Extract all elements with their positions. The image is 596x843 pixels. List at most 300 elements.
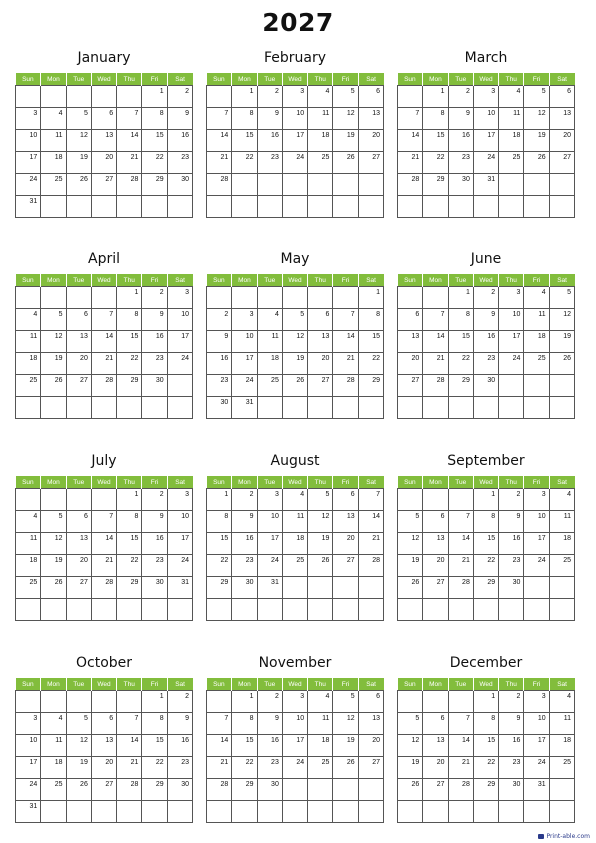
day-cell: 12: [66, 130, 91, 152]
day-cell: 15: [232, 130, 257, 152]
day-cell: 13: [66, 533, 91, 555]
day-cell: 1: [232, 86, 257, 108]
day-cell: [66, 691, 91, 713]
weekday-header: Tue: [448, 476, 473, 489]
day-cell: 6: [333, 489, 358, 511]
day-cell: 26: [524, 152, 549, 174]
day-cell: 16: [167, 735, 192, 757]
day-cell: 10: [473, 108, 498, 130]
day-cell: [232, 599, 257, 621]
day-cell: 25: [16, 577, 41, 599]
day-cell: [358, 599, 383, 621]
day-cell: [549, 599, 574, 621]
day-cell: 29: [448, 375, 473, 397]
weekday-header: Fri: [333, 274, 358, 287]
day-cell: 9: [257, 108, 282, 130]
day-cell: [524, 196, 549, 218]
month-name: February: [263, 50, 327, 66]
day-cell: 14: [448, 533, 473, 555]
day-cell: 19: [282, 353, 307, 375]
day-cell: [232, 287, 257, 309]
week-row: [398, 489, 575, 511]
day-cell: 15: [207, 533, 232, 555]
day-cell: [448, 196, 473, 218]
day-cell: 31: [16, 801, 41, 823]
day-cell: 14: [91, 331, 116, 353]
week-row: [398, 152, 575, 174]
weekday-header: Tue: [257, 73, 282, 86]
weekday-header: Sun: [398, 476, 423, 489]
day-cell: 16: [167, 130, 192, 152]
day-cell: 8: [117, 309, 142, 331]
day-cell: 23: [473, 353, 498, 375]
day-cell: 18: [282, 533, 307, 555]
day-cell: [358, 577, 383, 599]
weekday-header: Fri: [524, 678, 549, 691]
day-cell: 27: [398, 375, 423, 397]
day-cell: [117, 691, 142, 713]
day-cell: 18: [549, 533, 574, 555]
week-row: [16, 555, 193, 577]
day-cell: 28: [207, 779, 232, 801]
week-row: [16, 174, 193, 196]
day-cell: 15: [358, 331, 383, 353]
day-cell: 15: [473, 533, 498, 555]
weekday-header: Fri: [142, 678, 167, 691]
day-cell: 12: [282, 331, 307, 353]
day-cell: 30: [473, 375, 498, 397]
day-cell: 21: [448, 555, 473, 577]
week-row: [16, 287, 193, 309]
weekday-header: Wed: [473, 476, 498, 489]
day-cell: 4: [308, 691, 333, 713]
day-cell: [308, 196, 333, 218]
week-row: [398, 801, 575, 823]
day-cell: 10: [524, 511, 549, 533]
month-name: October: [75, 655, 133, 671]
day-cell: 13: [398, 331, 423, 353]
day-cell: 17: [16, 757, 41, 779]
day-cell: 1: [448, 287, 473, 309]
weekday-header: Sun: [207, 274, 232, 287]
day-cell: [257, 287, 282, 309]
weekday-header: Tue: [66, 73, 91, 86]
month-table: [397, 476, 575, 621]
day-cell: 8: [232, 108, 257, 130]
day-cell: 3: [16, 108, 41, 130]
day-cell: 6: [66, 309, 91, 331]
day-cell: [257, 599, 282, 621]
weekday-header: Fri: [524, 274, 549, 287]
day-cell: [167, 196, 192, 218]
day-cell: 6: [358, 691, 383, 713]
weekday-header: Tue: [257, 274, 282, 287]
week-row: [398, 397, 575, 419]
day-cell: [499, 174, 524, 196]
week-row: [207, 375, 384, 397]
day-cell: [257, 174, 282, 196]
day-cell: [358, 801, 383, 823]
week-row: [16, 577, 193, 599]
day-cell: 4: [499, 86, 524, 108]
day-cell: 22: [473, 555, 498, 577]
day-cell: 9: [207, 331, 232, 353]
day-cell: 17: [524, 735, 549, 757]
week-row: [207, 555, 384, 577]
day-cell: 15: [473, 735, 498, 757]
day-cell: [499, 801, 524, 823]
day-cell: 5: [41, 309, 66, 331]
week-row: [207, 691, 384, 713]
week-row: [16, 353, 193, 375]
day-cell: 6: [91, 713, 116, 735]
day-cell: [308, 174, 333, 196]
day-cell: 23: [499, 757, 524, 779]
month-name: November: [258, 655, 332, 671]
day-cell: [142, 196, 167, 218]
month-table: [397, 274, 575, 419]
day-cell: 23: [142, 555, 167, 577]
day-cell: 14: [423, 331, 448, 353]
day-cell: 7: [448, 511, 473, 533]
week-row: [16, 152, 193, 174]
weekday-header: Sun: [398, 73, 423, 86]
day-cell: 27: [423, 577, 448, 599]
day-cell: 5: [66, 713, 91, 735]
day-cell: 5: [66, 108, 91, 130]
day-cell: 24: [232, 375, 257, 397]
day-cell: [499, 599, 524, 621]
week-row: [398, 309, 575, 331]
day-cell: [423, 397, 448, 419]
day-cell: 7: [207, 713, 232, 735]
day-cell: 6: [91, 108, 116, 130]
day-cell: 3: [524, 489, 549, 511]
day-cell: [333, 287, 358, 309]
weekday-header: Mon: [232, 274, 257, 287]
month-name: September: [447, 453, 525, 469]
day-cell: 20: [66, 555, 91, 577]
day-cell: [358, 174, 383, 196]
day-cell: 25: [282, 555, 307, 577]
day-cell: [66, 196, 91, 218]
week-row: [16, 375, 193, 397]
weekday-header: Sun: [207, 73, 232, 86]
day-cell: [282, 599, 307, 621]
day-cell: 18: [41, 757, 66, 779]
day-cell: [398, 599, 423, 621]
weekday-header: Sat: [549, 274, 574, 287]
day-cell: 3: [257, 489, 282, 511]
day-cell: 23: [167, 757, 192, 779]
week-row: [16, 331, 193, 353]
week-row: [398, 86, 575, 108]
day-cell: 19: [398, 555, 423, 577]
day-cell: 2: [167, 86, 192, 108]
day-cell: 19: [66, 757, 91, 779]
day-cell: 9: [499, 511, 524, 533]
day-cell: 29: [473, 779, 498, 801]
day-cell: [16, 397, 41, 419]
day-cell: [117, 397, 142, 419]
weekday-header: Sat: [358, 73, 383, 86]
week-row: [398, 108, 575, 130]
week-row: [207, 577, 384, 599]
day-cell: 11: [549, 713, 574, 735]
weekday-header: Sat: [358, 274, 383, 287]
day-cell: 24: [16, 779, 41, 801]
day-cell: 22: [232, 152, 257, 174]
weekday-header: Mon: [232, 678, 257, 691]
day-cell: 15: [232, 735, 257, 757]
weekday-header: Thu: [308, 476, 333, 489]
week-row: [398, 533, 575, 555]
day-cell: 7: [91, 309, 116, 331]
day-cell: [91, 86, 116, 108]
day-cell: 14: [117, 130, 142, 152]
weekday-header: Thu: [499, 274, 524, 287]
day-cell: 7: [333, 309, 358, 331]
day-cell: 20: [398, 353, 423, 375]
day-cell: 18: [549, 735, 574, 757]
day-cell: 24: [499, 353, 524, 375]
weekday-header: Sat: [549, 73, 574, 86]
day-cell: 11: [308, 108, 333, 130]
day-cell: 30: [448, 174, 473, 196]
day-cell: 9: [257, 713, 282, 735]
day-cell: 6: [308, 309, 333, 331]
day-cell: 13: [308, 331, 333, 353]
day-cell: 21: [207, 152, 232, 174]
day-cell: 3: [282, 691, 307, 713]
day-cell: 12: [308, 511, 333, 533]
day-cell: 30: [142, 577, 167, 599]
day-cell: 22: [423, 152, 448, 174]
day-cell: 21: [91, 555, 116, 577]
weekday-header: Sun: [16, 476, 41, 489]
day-cell: [549, 801, 574, 823]
day-cell: 14: [398, 130, 423, 152]
week-row: [398, 599, 575, 621]
day-cell: [549, 577, 574, 599]
day-cell: 13: [358, 108, 383, 130]
day-cell: [66, 86, 91, 108]
week-row: [16, 779, 193, 801]
day-cell: 17: [499, 331, 524, 353]
day-cell: [423, 691, 448, 713]
day-cell: 8: [358, 309, 383, 331]
week-row: [16, 599, 193, 621]
day-cell: [207, 599, 232, 621]
weekday-header: Sun: [207, 678, 232, 691]
weekday-header: Mon: [41, 73, 66, 86]
day-cell: 16: [499, 735, 524, 757]
week-row: [16, 196, 193, 218]
day-cell: 17: [524, 533, 549, 555]
weekday-header: Fri: [333, 678, 358, 691]
week-row: [207, 108, 384, 130]
day-cell: [167, 599, 192, 621]
day-cell: 20: [358, 735, 383, 757]
day-cell: [16, 287, 41, 309]
day-cell: 18: [524, 331, 549, 353]
day-cell: 29: [423, 174, 448, 196]
day-cell: 27: [91, 779, 116, 801]
day-cell: [91, 397, 116, 419]
day-cell: 18: [16, 353, 41, 375]
day-cell: 26: [549, 353, 574, 375]
day-cell: 30: [167, 779, 192, 801]
day-cell: 26: [66, 174, 91, 196]
week-row: [16, 713, 193, 735]
day-cell: 19: [66, 152, 91, 174]
day-cell: 5: [41, 511, 66, 533]
day-cell: 23: [232, 555, 257, 577]
day-cell: 22: [473, 757, 498, 779]
day-cell: 27: [91, 174, 116, 196]
day-cell: 26: [398, 577, 423, 599]
weekday-header: Fri: [142, 274, 167, 287]
day-cell: 2: [257, 86, 282, 108]
day-cell: 5: [308, 489, 333, 511]
day-cell: 21: [358, 533, 383, 555]
day-cell: [308, 599, 333, 621]
day-cell: 15: [117, 331, 142, 353]
day-cell: 30: [499, 577, 524, 599]
day-cell: 11: [524, 309, 549, 331]
day-cell: 5: [398, 713, 423, 735]
day-cell: 24: [524, 757, 549, 779]
day-cell: 22: [207, 555, 232, 577]
day-cell: 19: [524, 130, 549, 152]
day-cell: 14: [358, 511, 383, 533]
day-cell: 7: [207, 108, 232, 130]
day-cell: [207, 691, 232, 713]
day-cell: 22: [117, 353, 142, 375]
weekday-header: Sun: [16, 274, 41, 287]
day-cell: 1: [473, 691, 498, 713]
day-cell: 13: [91, 130, 116, 152]
week-row: [207, 713, 384, 735]
day-cell: 12: [41, 331, 66, 353]
day-cell: [207, 801, 232, 823]
day-cell: [257, 801, 282, 823]
day-cell: 29: [117, 577, 142, 599]
day-cell: [333, 397, 358, 419]
week-row: [207, 779, 384, 801]
month-table: [206, 73, 384, 218]
day-cell: 13: [66, 331, 91, 353]
day-cell: 23: [167, 152, 192, 174]
day-cell: 18: [499, 130, 524, 152]
day-cell: 13: [333, 511, 358, 533]
day-cell: 20: [91, 152, 116, 174]
month-table: [15, 476, 193, 621]
weekday-header: Mon: [232, 476, 257, 489]
day-cell: 13: [549, 108, 574, 130]
day-cell: [91, 287, 116, 309]
weekday-header: Wed: [91, 73, 116, 86]
day-cell: [473, 196, 498, 218]
weekday-header: Wed: [91, 274, 116, 287]
day-cell: 27: [66, 577, 91, 599]
day-cell: 30: [257, 779, 282, 801]
day-cell: 7: [448, 713, 473, 735]
day-cell: 3: [473, 86, 498, 108]
day-cell: [398, 287, 423, 309]
day-cell: [91, 196, 116, 218]
day-cell: [423, 489, 448, 511]
weekday-header: Sun: [16, 678, 41, 691]
day-cell: 29: [117, 375, 142, 397]
day-cell: 11: [16, 331, 41, 353]
day-cell: 8: [448, 309, 473, 331]
day-cell: 28: [358, 555, 383, 577]
month-name: July: [91, 453, 117, 469]
day-cell: 26: [66, 779, 91, 801]
weekday-header: Sun: [398, 274, 423, 287]
day-cell: 27: [333, 555, 358, 577]
day-cell: 28: [448, 779, 473, 801]
day-cell: [333, 196, 358, 218]
day-cell: 16: [232, 533, 257, 555]
day-cell: [16, 599, 41, 621]
week-row: [398, 287, 575, 309]
day-cell: 11: [549, 511, 574, 533]
day-cell: 4: [41, 108, 66, 130]
day-cell: [398, 801, 423, 823]
day-cell: 25: [16, 375, 41, 397]
day-cell: 2: [448, 86, 473, 108]
day-cell: [232, 174, 257, 196]
day-cell: 4: [16, 511, 41, 533]
day-cell: 16: [448, 130, 473, 152]
weekday-header: Wed: [282, 73, 307, 86]
day-cell: 25: [308, 757, 333, 779]
day-cell: [117, 196, 142, 218]
weekday-header: Wed: [473, 678, 498, 691]
day-cell: 20: [423, 757, 448, 779]
day-cell: 19: [549, 331, 574, 353]
day-cell: [398, 86, 423, 108]
day-cell: 31: [473, 174, 498, 196]
day-cell: 21: [91, 353, 116, 375]
week-row: [207, 599, 384, 621]
day-cell: 26: [41, 375, 66, 397]
day-cell: 30: [499, 779, 524, 801]
week-row: [207, 511, 384, 533]
day-cell: 29: [207, 577, 232, 599]
weekday-header: Sun: [16, 73, 41, 86]
day-cell: 20: [66, 353, 91, 375]
day-cell: 28: [333, 375, 358, 397]
day-cell: 27: [358, 152, 383, 174]
month-table: [206, 476, 384, 621]
day-cell: 10: [167, 309, 192, 331]
day-cell: [282, 801, 307, 823]
day-cell: 2: [499, 489, 524, 511]
week-row: [398, 555, 575, 577]
day-cell: 11: [499, 108, 524, 130]
day-cell: [91, 691, 116, 713]
day-cell: 5: [398, 511, 423, 533]
day-cell: 13: [358, 713, 383, 735]
week-row: [398, 331, 575, 353]
day-cell: 12: [333, 108, 358, 130]
day-cell: 11: [16, 533, 41, 555]
day-cell: 23: [257, 152, 282, 174]
day-cell: 2: [142, 287, 167, 309]
